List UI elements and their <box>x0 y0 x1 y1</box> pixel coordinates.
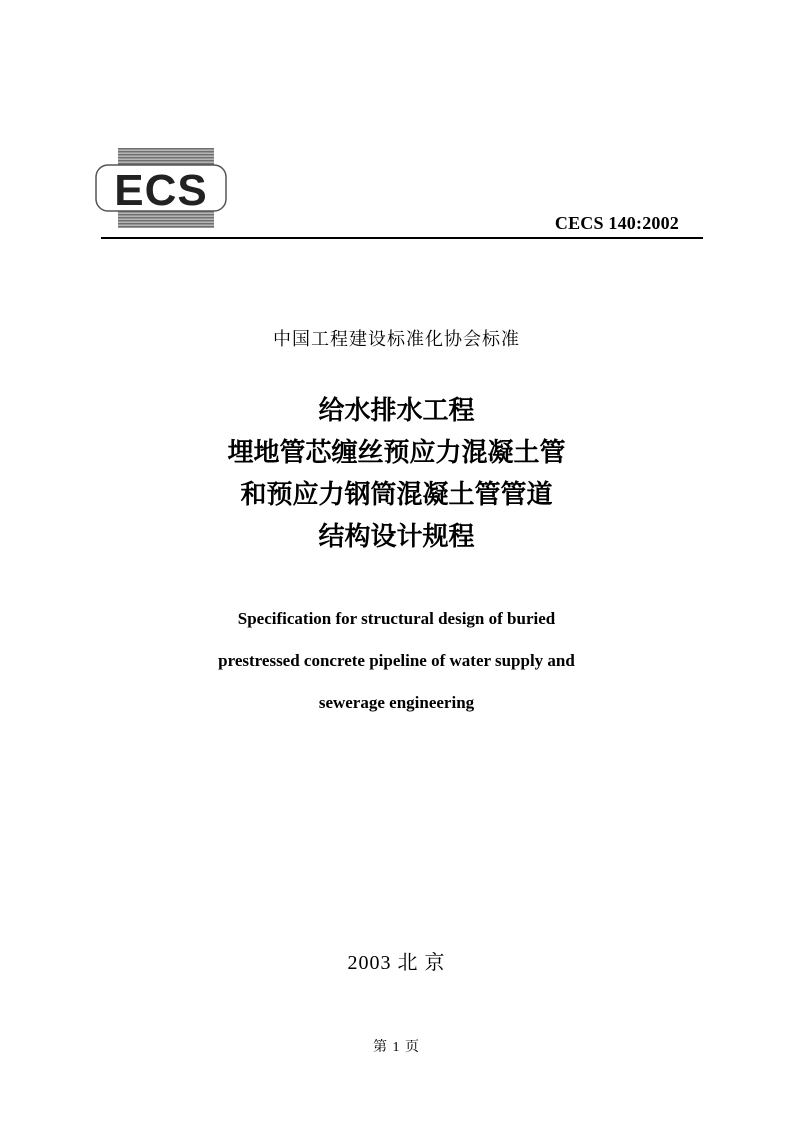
logo-text: ECS <box>114 166 208 215</box>
english-title <box>0 605 793 731</box>
publication-place-year: 2003 北 京 <box>347 952 446 974</box>
chinese-title-line-3: 和预应力钢筒混凝土管管道 <box>240 480 553 510</box>
chinese-title-line-2: 埋地管芯缠丝预应力混凝土管 <box>227 438 566 468</box>
chinese-title-line-1: 给水排水工程 <box>318 396 475 426</box>
english-title-line-1: Specification for structural design of buried <box>237 609 556 628</box>
association-line: 中国工程建设标准化协会标准 <box>273 329 520 350</box>
ecs-logo <box>94 148 228 228</box>
chinese-title-line-4: 结构设计规程 <box>318 522 475 552</box>
standard-number: CECS 140:2002 <box>554 213 679 233</box>
english-title-line-3: sewerage engineering <box>318 693 475 712</box>
chinese-title <box>0 390 793 558</box>
header-divider <box>101 237 703 239</box>
page-number: 第 1 页 <box>373 1040 420 1055</box>
english-title-line-2: prestressed concrete pipeline of water supply and <box>218 651 575 670</box>
ecs-logo-graphic <box>94 148 228 228</box>
